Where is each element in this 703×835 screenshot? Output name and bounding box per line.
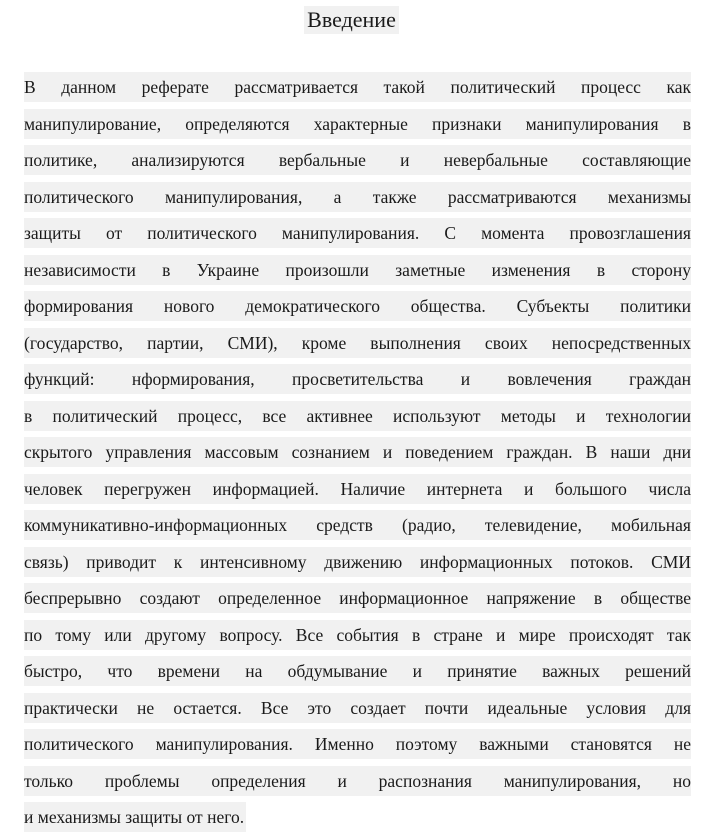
document-title: Введение — [304, 6, 399, 34]
text-line — [24, 583, 691, 618]
text-line — [24, 547, 691, 582]
text-line-content: функций: нформирования, просветительства и вовлечения граждан — [24, 364, 691, 394]
text-line — [24, 291, 691, 326]
text-line — [24, 182, 691, 217]
text-line — [24, 72, 691, 107]
text-line-content: человек перегружен информацией. Наличие интернета и большого числа — [24, 474, 691, 504]
text-line-content: по тому или другому вопросу. Все события в стране и мире происходят так — [24, 620, 691, 650]
text-line-content: скрытого управления массовым сознанием и поведением граждан. В наши дни — [24, 437, 691, 467]
text-line-content: формирования нового демократического общества. Субъекты политики — [24, 291, 691, 321]
text-line — [24, 109, 691, 144]
text-line — [24, 510, 691, 545]
text-line-content: политического манипулирования. Именно поэтому важными становятся не — [24, 729, 691, 759]
text-line — [24, 474, 691, 509]
text-line-content: защиты от политического манипулирования. С момента провозглашения — [24, 218, 691, 248]
text-line-content: политике, анализируются вербальные и невербальные составляющие — [24, 145, 691, 175]
text-line-content: политического манипулирования, а также рассматриваются механизмы — [24, 182, 691, 212]
text-line-content: практически не остается. Все это создает почти идеальные условия для — [24, 693, 691, 723]
text-line — [24, 693, 691, 728]
text-line — [24, 656, 691, 691]
text-line — [24, 145, 691, 180]
text-line-content: манипулирование, определяются характерные признаки манипулирования в — [24, 109, 691, 139]
text-line-content: только проблемы определения и распознания манипулирования, но — [24, 766, 691, 796]
text-line — [24, 437, 691, 472]
text-line-content: и механизмы защиты от него. — [24, 802, 246, 832]
text-line-content: независимости в Украине произошли заметные изменения в сторону — [24, 255, 691, 285]
text-line — [24, 218, 691, 253]
title-container — [0, 6, 703, 34]
text-line-content: в политический процесс, все активнее используют методы и технологии — [24, 401, 691, 431]
text-line — [24, 328, 691, 363]
text-line-content: В данном реферате рассматривается такой политический процесс как — [24, 72, 691, 102]
text-line — [24, 729, 691, 764]
text-line-content: быстро, что времени на обдумывание и принятие важных решений — [24, 656, 691, 686]
text-line — [24, 255, 691, 290]
text-line — [24, 800, 691, 835]
text-line-content: беспрерывно создают определенное информационное напряжение в обществе — [24, 583, 691, 613]
text-line-content: коммуникативно-информационных средств (радио, телевидение, мобильная — [24, 510, 691, 540]
text-line — [24, 620, 691, 655]
text-line-content: связь) приводит к интенсивному движению информационных потоков. СМИ — [24, 547, 691, 577]
document-body — [24, 70, 691, 835]
text-line-content: (государство, партии, СМИ), кроме выполнения своих непосредственных — [24, 328, 691, 358]
text-line — [24, 364, 691, 399]
text-line — [24, 401, 691, 436]
